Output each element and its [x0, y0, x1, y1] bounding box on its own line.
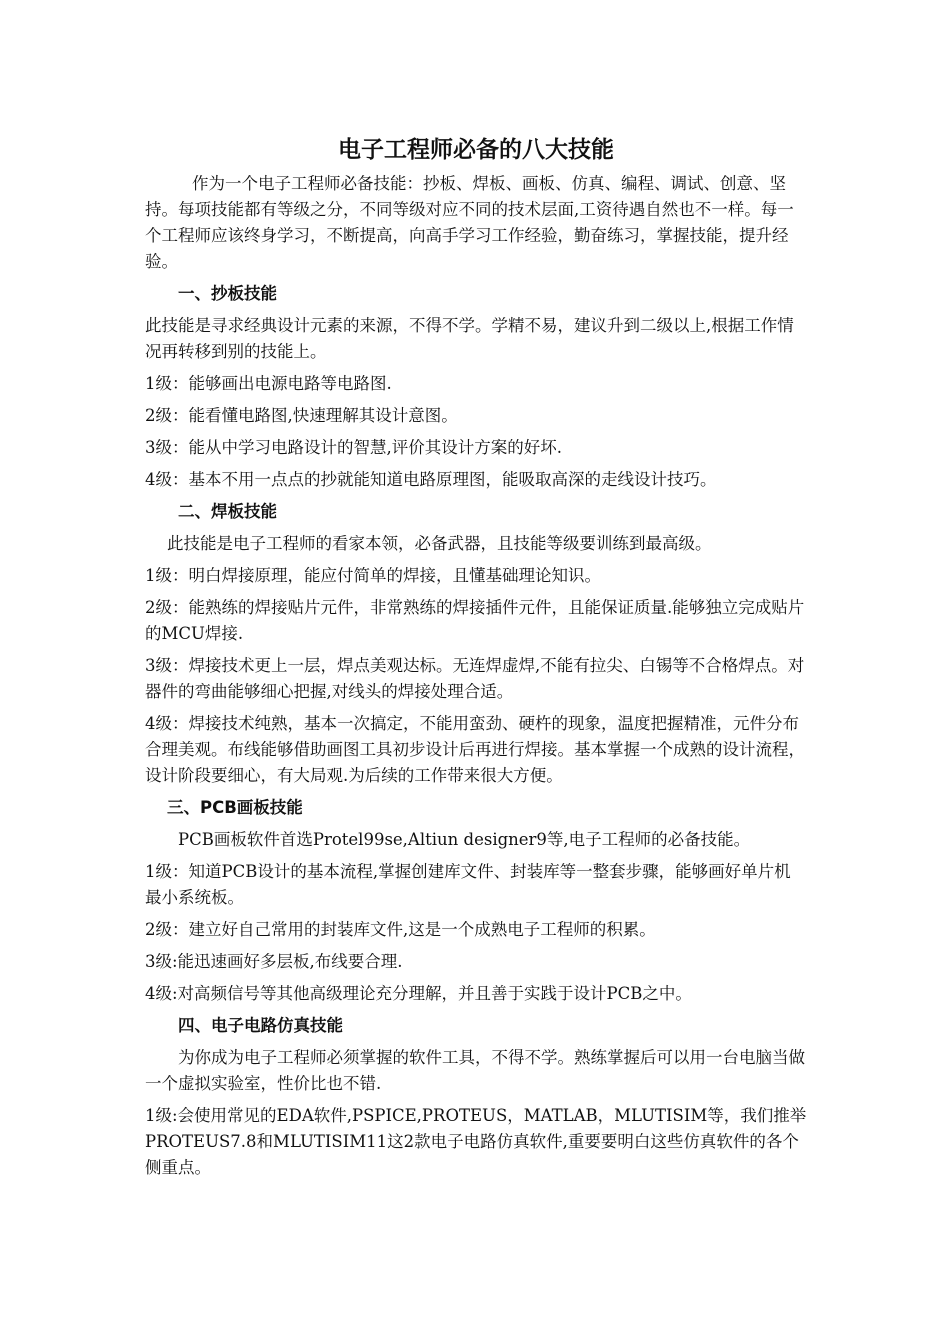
- document-page: [145, 133, 807, 1187]
- section-desc-soldering: 此技能是电子工程师的看家本领，必备武器，且技能等级要训练到最高级。: [167, 534, 712, 553]
- section-heading-pcb-layout: 三、PCB画板技能: [167, 798, 303, 817]
- section-desc-copy-board: 此技能是寻求经典设计元素的来源，不得不学。学精不易，建议升到二级以上,根据工作情况再转移到别的技能上。: [145, 316, 794, 361]
- level-item: 2级：能看懂电路图,快速理解其设计意图。: [145, 406, 458, 425]
- level-item: 2级：建立好自己常用的封装库文件,这是一个成熟电子工程师的积累。: [145, 920, 656, 939]
- section-desc-simulation: 为你成为电子工程师必须掌握的软件工具，不得不学。熟练掌握后可以用一台电脑当做一个虚拟实验室，性价比也不错.: [145, 1048, 805, 1093]
- level-item: 1级：能够画出电源电路等电路图.: [145, 374, 392, 393]
- page-title: 电子工程师必备的八大技能: [338, 137, 614, 163]
- level-item: 1级：知道PCB设计的基本流程,掌握创建库文件、封装库等一整套步骤，能够画好单片机最小系统板。: [145, 862, 791, 907]
- level-item: 3级：焊接技术更上一层，焊点美观达标。无连焊虚焊,不能有拉尖、白锡等不合格焊点。对器件的弯曲能够细心把握,对线头的焊接处理合适。: [145, 656, 805, 701]
- section-heading-soldering: 二、焊板技能: [178, 502, 277, 521]
- section-heading-copy-board: 一、抄板技能: [178, 284, 277, 303]
- section-heading-simulation: 四、电子电路仿真技能: [178, 1016, 343, 1035]
- level-item: 3级:能迅速画好多层板,布线要合理.: [145, 952, 403, 971]
- section-desc-pcb-layout: PCB画板软件首选Protel99se,Altiun designer9等,电子工程师的必备技能。: [178, 830, 751, 849]
- level-item: 1级:会使用常见的EDA软件,PSPICE,PROTEUS，MATLAB，MLUTISIM等，我们推举PROTEUS7.8和MLUTISIM11这2款电子电路仿真软件,重要要明白这些仿真软件的各个侧重点。: [145, 1106, 807, 1177]
- level-item: 1级：明白焊接原理，能应付简单的焊接，且懂基础理论知识。: [145, 566, 601, 585]
- level-item: 2级：能熟练的焊接贴片元件，非常熟练的焊接插件元件，且能保证质量.能够独立完成贴片的MCU焊接.: [145, 598, 805, 643]
- level-item: 4级:对高频信号等其他高级理论充分理解，并且善于实践于设计PCB之中。: [145, 984, 692, 1003]
- level-item: 4级：基本不用一点点的抄就能知道电路原理图，能吸取高深的走线设计技巧。: [145, 470, 717, 489]
- level-item: 3级：能从中学习电路设计的智慧,评价其设计方案的好坏.: [145, 438, 562, 457]
- level-item: 4级：焊接技术纯熟，基本一次搞定，不能用蛮劲、硬杵的现象，温度把握精准，元件分布合理美观。布线能够借助画图工具初步设计后再进行焊接。基本掌握一个成熟的设计流程，设计阶段要细心，有大局观.为后续的工作带来很大方便。: [145, 714, 805, 785]
- intro-paragraph: 作为一个电子工程师必备技能：抄板、焊板、画板、仿真、编程、调试、创意、坚持。每项技能都有等级之分，不同等级对应不同的技术层面,工资待遇自然也不一样。每一个工程师应该终身学习，不断提高，向高手学习工作经验，勤奋练习，掌握技能，提升经验。: [145, 174, 794, 271]
